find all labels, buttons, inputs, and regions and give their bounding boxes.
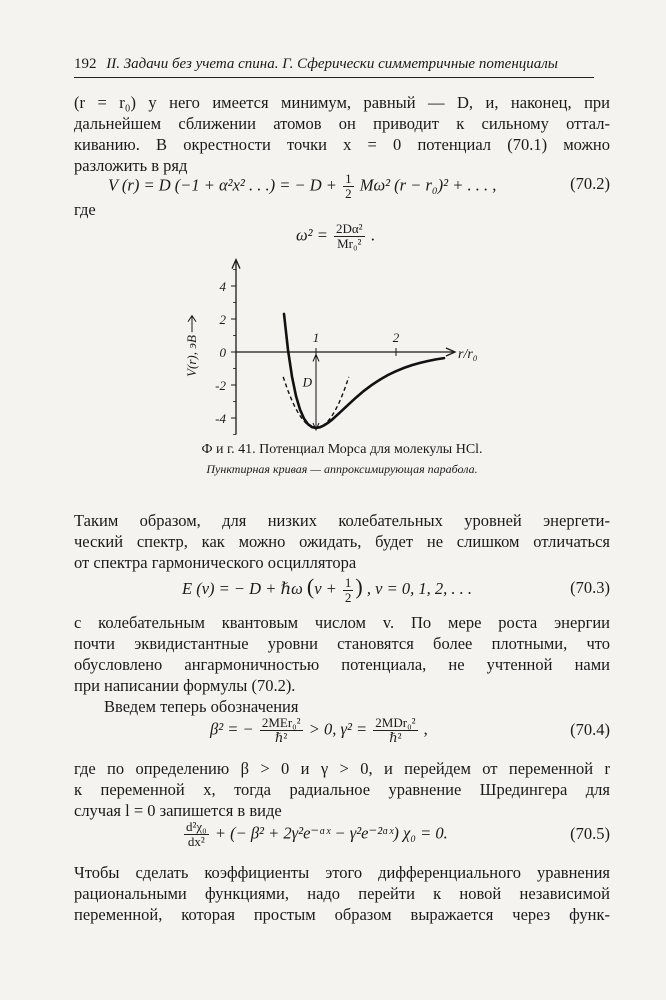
text-line: где xyxy=(74,200,96,219)
equation-number: (70.3) xyxy=(570,578,610,597)
x-tick-label: 1 xyxy=(312,330,320,345)
eq-inner: v + xyxy=(314,579,341,598)
text-line: ческий спектр, как можно ожидать, будет не слишком отличаться xyxy=(74,532,610,551)
equation-number: (70.2) xyxy=(570,174,610,193)
equation-70-3: E (v) = − D + ℏω (v + $\frac{1}{2}$ ) , v = 0, 1, 2, . . . (70.3) xyxy=(182,574,610,605)
figure-caption: Ф и г. 41. Потенциал Морса для молекулы HCl. xyxy=(201,442,483,457)
frac-num: 1 xyxy=(345,171,352,186)
fraction xyxy=(343,172,354,201)
fraction xyxy=(260,716,303,745)
figure-subcaption: Пунктирная кривая — аппроксимирующая парабола. xyxy=(206,462,478,476)
y-tick-label: 0 xyxy=(219,345,226,360)
y-tick-label: -4 xyxy=(215,411,226,426)
eq-rhs: + (− β² + 2γ²e⁻ᵅˣ − γ²e⁻²ᵅˣ) χ₀ = 0. xyxy=(210,823,448,843)
eq-lhs: ω² = xyxy=(296,225,332,245)
fraction xyxy=(373,716,417,745)
text-line: с колебательным квантовым числом v. По мере роста энергии xyxy=(74,613,610,632)
chart-curves xyxy=(283,314,444,428)
equation-number: (70.4) xyxy=(570,720,610,739)
frac-num: 2MDr₀² xyxy=(375,715,416,730)
y-tick-label: 4 xyxy=(219,279,226,294)
text-line: случая l = 0 запишется в виде xyxy=(74,801,282,820)
paragraph-5 xyxy=(74,758,610,821)
text-line: Введем теперь обозначения xyxy=(104,697,299,716)
depth-label: D xyxy=(302,374,312,390)
y-tick-label: -2 xyxy=(215,378,226,393)
text-line: к переменной x, тогда радиальное уравнение Шредингера для xyxy=(74,780,610,799)
frac-den: Mr₀² xyxy=(337,236,362,251)
paragraph-6 xyxy=(74,862,610,925)
morse-curve xyxy=(284,314,444,428)
text-line: обусловлено ангармоничностью потенциала, не учтенной нами xyxy=(74,655,610,674)
equation-70-5 xyxy=(74,818,610,852)
frac-den: 2 xyxy=(344,589,352,605)
eq-lhs: V (r) = D (−1 + α²x² . . .) = − D + xyxy=(108,175,342,195)
y-axis-label-arrow xyxy=(188,316,196,333)
fraction xyxy=(334,222,365,251)
fraction xyxy=(343,576,354,605)
fraction xyxy=(184,820,209,849)
equation-number: (70.5) xyxy=(570,824,610,843)
eq-tail: . xyxy=(366,225,375,245)
page-number: 192 xyxy=(74,56,97,72)
text-line: почти эквидистантные уровни становятся более плотными, что xyxy=(74,634,610,653)
y-tick-label: 2 xyxy=(219,312,226,327)
frac-num: d²χ₀ xyxy=(186,819,207,834)
y-axis-label: V(r), эВ xyxy=(184,335,199,377)
text-line: (r = r₀) у него имеется минимум, равный — D, и, наконец, при xyxy=(74,93,610,112)
x-axis-label: r/r₀ xyxy=(458,347,478,362)
eq-rhs: , v = 0, 1, 2, . . . xyxy=(362,579,472,598)
equation-70-2 xyxy=(74,171,610,201)
x-tick-label: 2 xyxy=(392,330,400,345)
eq-rhs: Mω² (r − r₀)² + . . . , xyxy=(355,175,497,195)
text-line: где по определению β > 0 и γ > 0, и перейдем от переменной r xyxy=(74,759,610,778)
frac-num: 1 xyxy=(344,574,352,590)
paragraph-2 xyxy=(74,510,610,573)
frac-den: ℏ² xyxy=(275,730,288,745)
omega-equation xyxy=(74,218,610,252)
text-line: от спектра гармонического осциллятора xyxy=(74,553,357,572)
text-line: рациональными функциями, надо перейти к новой независимой xyxy=(74,884,610,903)
frac-den: 2 xyxy=(345,186,352,201)
frac-num: 2MEr₀² xyxy=(261,715,301,730)
running-header xyxy=(74,56,594,73)
frac-num: 2Dα² xyxy=(335,221,363,236)
equation-70-4 xyxy=(74,714,610,748)
text-line: дальнейшем сближении атомов он приводит к сильному оттал- xyxy=(74,114,610,133)
text-line: Чтобы сделать коэффициенты этого дифференциального уравнения xyxy=(74,863,610,882)
text-line: переменной, которая простым образом выражается через функ- xyxy=(74,905,610,924)
text-line: Таким образом, для низких колебательных уровней энергети- xyxy=(74,511,610,530)
intro-paragraph xyxy=(74,92,610,176)
eq-lhs: E (v) = − D + ℏω xyxy=(182,579,307,598)
frac-den: ℏ² xyxy=(389,730,402,745)
text-line: разложить в ряд xyxy=(74,156,188,175)
where-line xyxy=(74,199,610,220)
eq-beta-lhs: β² = − xyxy=(210,719,258,739)
eq-gamma-rhs: , xyxy=(419,719,428,739)
text-line: при написании формулы (70.2). xyxy=(74,676,296,695)
frac-den: dx² xyxy=(187,834,205,849)
morse-potential-chart xyxy=(0,255,666,455)
paragraph-3 xyxy=(74,612,610,696)
running-title: II. Задачи без учета спина. Г. Сферически симметричные потенциалы xyxy=(106,56,558,72)
eq-beta-rhs: > 0, γ² = xyxy=(304,719,372,739)
text-line: киванию. В окрестности точки x = 0 потенциал (70.1) можно xyxy=(74,135,610,154)
header-rule xyxy=(74,77,594,78)
